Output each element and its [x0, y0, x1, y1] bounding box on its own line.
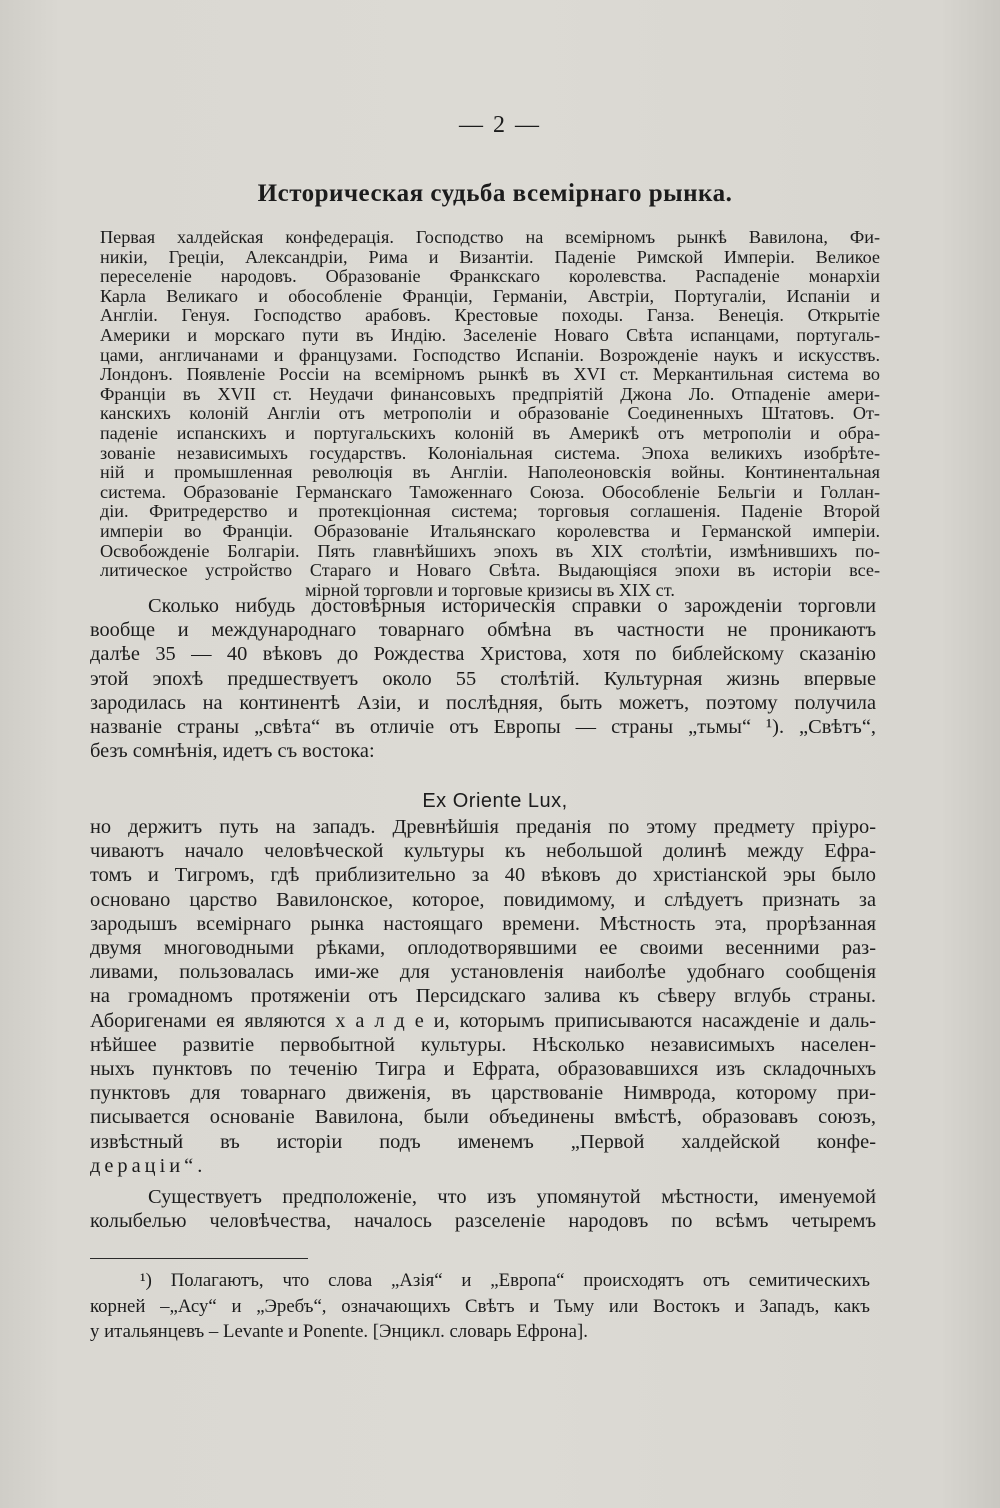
summary-line: Америки и морскаго пути въ Индію. Заселеніе Новаго Свѣта испанцами, португаль-: [100, 324, 880, 345]
paragraph-line: зародышъ всемірнаго рынка настоящаго времени. Мѣстность эта, прорѣзанная: [90, 912, 876, 935]
paragraph-1: [90, 594, 876, 763]
paragraph-line: названіе страны „свѣта“ въ отличіе отъ Европы — страны „тьмы“ ¹). „Свѣтъ“,: [90, 716, 876, 739]
summary-line: Освобожденіе Болгаріи. Пять главнѣйшихъ эпохъ въ XIX столѣтіи, измѣнившихъ по-: [100, 540, 880, 561]
paragraph-line: пунктовъ для товарнаго движенія, въ царствованіе Нимврода, которому при-: [90, 1082, 876, 1105]
paragraph-line: ныхъ пунктовъ по теченію Тигра и Ефрата, образовавшихся изъ складочныхъ: [90, 1058, 876, 1081]
paragraph-line: нѣйшее развитіе первобытной культуры. Нѣсколько независимыхъ населен-: [90, 1033, 876, 1056]
summary-line: ній и промышленная революція въ Англіи. Наполеоновскія войны. Континентальная: [100, 462, 880, 483]
summary-line: система. Образованіе Германскаго Таможеннаго Союза. Обособленіе Бельгіи и Голлан-: [100, 481, 880, 502]
summary-line: Карла Великаго и обособленіе Франціи, Германіи, Австріи, Португаліи, Испаніи и: [100, 285, 880, 306]
paragraph-line: безъ сомнѣнія, идетъ съ востока:: [90, 740, 375, 763]
paragraph-2: [90, 815, 876, 1178]
summary-line: никіи, Греціи, Александріи, Рима и Византіи. Паденіе Римской Имперіи. Великое: [100, 246, 880, 267]
summary-line: паденіе испанскихъ и португальскихъ колоній въ Америкѣ отъ метрополіи и обра-: [100, 422, 880, 443]
summary-line: Лондонъ. Появленіе Россіи на всемірномъ рынкѣ въ XVI ст. Меркантильная система во: [100, 364, 880, 385]
page-number: — 2 —: [459, 112, 541, 138]
summary-line: канскихъ колоній Англіи отъ метрополіи и образованіе Соединенныхъ Штатовъ. От-: [100, 403, 880, 424]
paragraph-line: извѣстный въ исторіи подъ именемъ „Первой халдейской конфе-: [90, 1130, 876, 1153]
latin-motto: Ex Oriente Lux,: [422, 790, 568, 812]
paragraph-line: зародилась на континентѣ Азіи, и послѣдняя, быть можетъ, поэтому получила: [90, 691, 876, 714]
summary-line: діи. Фритредерство и протекціонная система; торговыя соглашенія. Паденіе Второй: [100, 501, 880, 522]
summary-line: цами, англичанами и французами. Господство Испаніи. Возрожденіе наукъ и искусствъ.: [100, 344, 880, 365]
summary-line: литическое устройство Стараго и Новаго Свѣта. Выдающіяся эпохи въ исторіи все-: [100, 560, 880, 581]
footnote-line: у итальянцевъ – Levante и Ponente. [Энцикл. словарь Ефрона].: [90, 1321, 588, 1342]
summary-line: Франціи въ XVII ст. Неудачи финансовыхъ предпріятій Джона Ло. Отпаденіе амери-: [100, 383, 880, 404]
footnote-divider: [90, 1258, 308, 1259]
paragraph-line: дераціи“.: [90, 1154, 207, 1177]
summary-line: зованіе независимыхъ государствъ. Колоніальная система. Эпоха великихъ изобрѣте-: [100, 442, 880, 463]
paragraph-line: на громадномъ протяженіи отъ Персидскаго залива къ сѣверу вглубь страны.: [90, 985, 876, 1008]
summary-line: Англіи. Генуя. Господство арабовъ. Крестовые походы. Ганза. Венеція. Открытіе: [100, 305, 880, 326]
paragraph-line: колыбелью человѣчества, началось разселеніе народовъ по всѣмъ четыремъ: [90, 1210, 876, 1233]
paragraph-line: вообще и международнаго товарнаго обмѣна въ частности не проникаютъ: [90, 619, 876, 642]
paragraph-line: этой эпохѣ предшествуетъ около 55 столѣтій. Культурная жизнь впервые: [90, 667, 876, 690]
summary-line: имперіи во Франціи. Образованіе Итальянскаго королевства и Германской имперіи.: [100, 520, 880, 541]
paragraph-line: но держитъ путь на западъ. Древнѣйшія преданія по этому предмету пріуро-: [90, 816, 876, 838]
footnote-line: корней –„Асу“ и „Эребъ“, означающихъ Свѣтъ и Тьму или Востокъ и Западъ, какъ: [90, 1295, 870, 1317]
paragraph-line: томъ и Тигромъ, гдѣ приблизительно за 40 вѣковъ до христіанской эры было: [90, 864, 876, 887]
paragraph-line: Аборигенами ея являются х а л д е и, которымъ приписываются насажденіе и даль-: [90, 1009, 876, 1032]
summary-line: Первая халдейская конфедерація. Господство на всемірномъ рынкѣ Вавилона, Фи-: [100, 227, 880, 247]
paragraph-line: чиваютъ начало человѣческой культуры къ небольшой долинѣ между Ефра-: [90, 840, 876, 863]
paragraph-line: писывается основаніе Вавилона, были объединены вмѣстѣ, образовавъ союзъ,: [90, 1106, 876, 1129]
paragraph-line: Существуетъ предположеніе, что изъ упомянутой мѣстности, именуемой: [148, 1186, 876, 1208]
paragraph-line: двумя многоводными рѣками, оплодотворявшими ее своими весенними раз-: [90, 937, 876, 960]
paragraph-3: [90, 1185, 876, 1233]
paragraph-line: основано царство Вавилонское, которое, повидимому, и слѣдуетъ признать за: [90, 888, 876, 911]
summary-line: переселеніе народовъ. Образованіе Франкскаго королевства. Распаденіе монархіи: [100, 266, 880, 287]
paragraph-line: ливами, пользовалась ими-же для установленія наиболѣе удобнаго сообщенія: [90, 961, 876, 984]
footnote-line: ¹) Полагаютъ, что слова „Азія“ и „Европа“ происходятъ отъ семитическихъ: [140, 1270, 870, 1291]
chapter-title: Историческая судьба всемірнаго рынка.: [257, 180, 733, 207]
paragraph-line: Сколько нибудь достовѣрныя историческія справки о зарожденіи торговли: [148, 595, 876, 617]
footnote: [90, 1268, 870, 1345]
chapter-summary: [100, 228, 880, 600]
summary-line: мірной торговли и торговые кризисы въ XIX ст.: [305, 579, 675, 600]
paragraph-line: далѣе 35 — 40 вѣковъ до Рождества Христова, хотя по библейскому сказанію: [90, 643, 876, 666]
